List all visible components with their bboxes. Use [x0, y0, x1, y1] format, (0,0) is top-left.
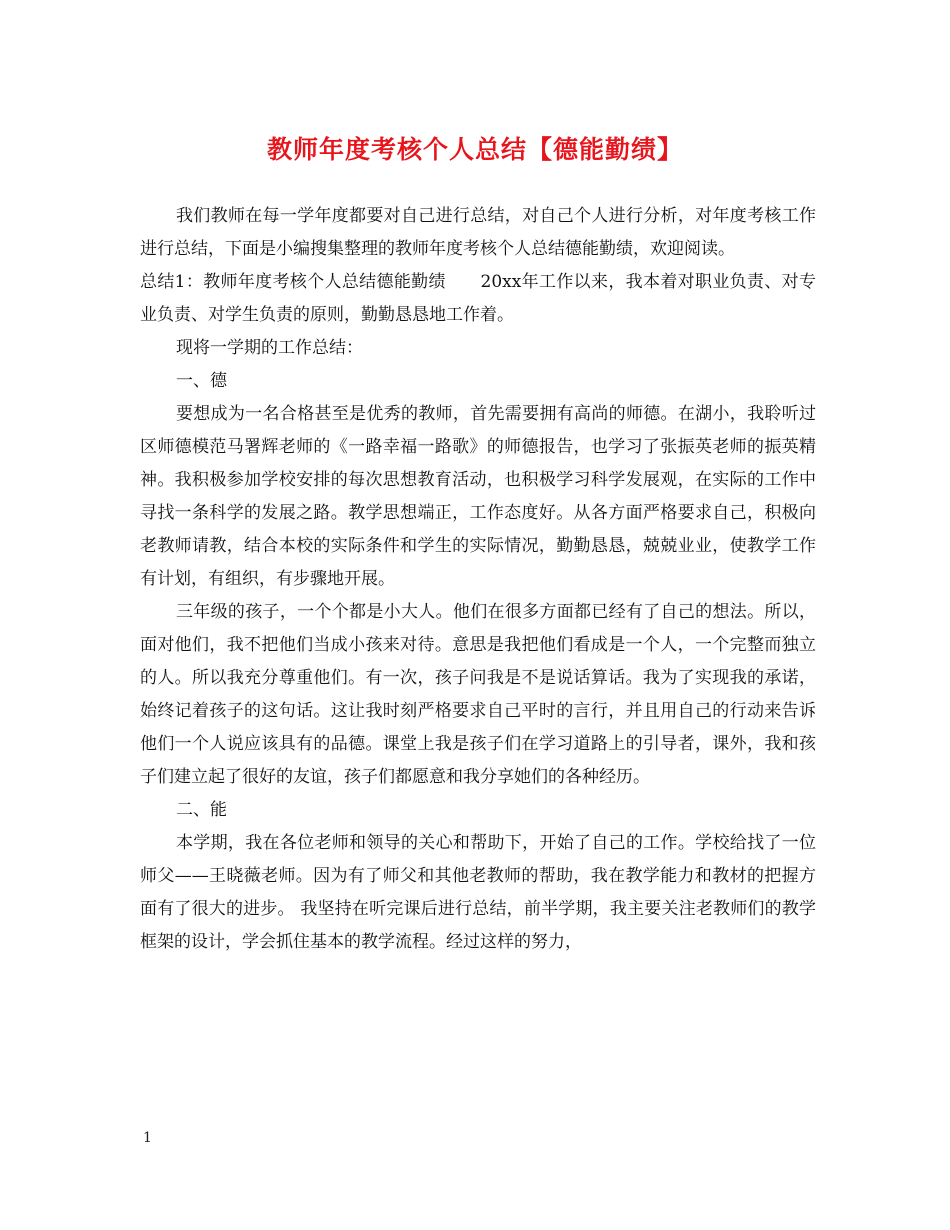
page-number: 1 [143, 1130, 152, 1146]
document-title: 教师年度考核个人总结【德能勤绩】 [266, 135, 683, 164]
paragraph-de-1: 要想成为一名合格甚至是优秀的教师，首先需要拥有高尚的师德。在湖小，我聆听过区师德模范马署辉老师的《一路幸福一路歌》的师德报告，也学习了张振英老师的振英精神。我积极参加学校安排的每次思想教育活动，也积极学习科学发展观，在实际的工作中寻找一条科学的发展之路。教学思想端正，工作态度好。从各方面严格要求自己，积极向老教师请教，结合本校的实际条件和学生的实际情况，勤勤恳恳，兢兢业业，使教学工作有计划，有组织，有步骤地开展。 [140, 404, 816, 589]
paragraph-summary-lead: 现将一学期的工作总结： [176, 338, 363, 358]
paragraph-intro: 我们教师在每一学年度都要对自己进行总结，对自己个人进行分析，对年度考核工作进行总结，下面是小编搜集整理的教师年度考核个人总结德能勤绩，欢迎阅读。 [140, 206, 816, 259]
paragraph-de-2: 三年级的孩子，一个个都是小大人。他们在很多方面都已经有了自己的想法。所以，面对他们，我不把他们当成小孩来对待。意思是我把他们看成是一个人，一个完整而独立的人。所以我充分尊重他们。有一次，孩子问我是不是说话算话。我为了实现我的承诺，始终记着孩子的这句话。这让我时刻严格要求自己平时的言行，并且用自己的行动来告诉他们一个人说应该具有的品德。课堂上我是孩子们在学习道路上的引导者，课外，我和孩子们建立起了很好的友谊，孩子们都愿意和我分享她们的各种经历。 [140, 602, 816, 787]
section-heading-de: 一、德 [176, 371, 227, 391]
section-heading-neng: 二、能 [176, 800, 227, 820]
paragraph-summary-heading: 总结1：教师年度考核个人总结德能勤绩 20xx年工作以来，我本着对职业负责、对专业负责、对学生负责的原则，勤勤恳恳地工作着。 [140, 272, 816, 325]
document-body [140, 200, 816, 959]
paragraph-neng-1: 本学期，我在各位老师和领导的关心和帮助下，开始了自己的工作。学校给找了一位师父——王晓薇老师。因为有了师父和其他老教师的帮助，我在教学能力和教材的把握方面有了很大的进步。 我坚持在听完课后进行总结，前半学期，我主要关注老教师们的教学框架的设计，学会抓住基本的教学流程。经过这样的努力， [140, 833, 816, 952]
